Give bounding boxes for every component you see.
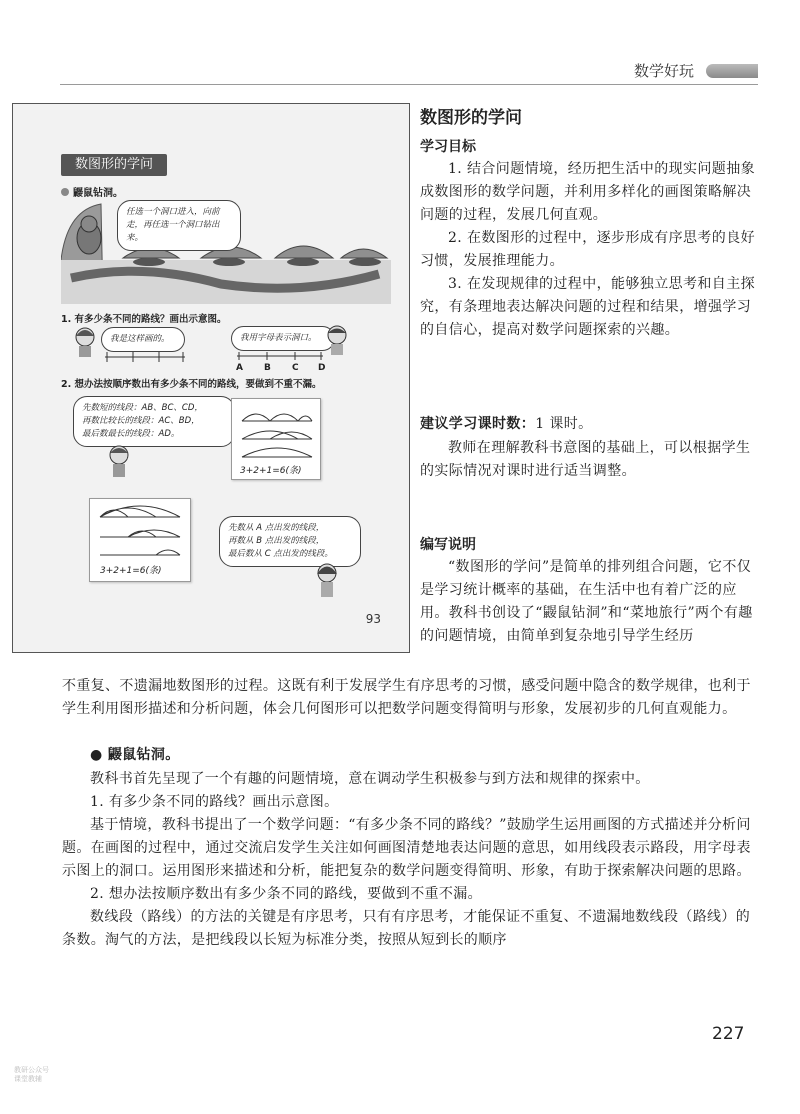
child-figure-b [323,324,351,356]
speech-c-line3: 最后数最长的线段：AD。 [82,429,180,439]
notes-heading: 编写说明 [420,537,476,553]
hours-note-block [420,437,762,483]
point-label-a: A [236,363,243,373]
bullet-heading: 鼹鼠钻洞。 [107,747,180,763]
bullet-dot-icon: ● [90,747,108,763]
child-figure-a [71,326,99,358]
point-label-d: D [318,363,326,373]
textbook-question-1: 1. 有多少条不同的路线？画出示意图。 [61,314,227,325]
hours-note: 教师在理解教科书意图的基础上，可以根据学生的实际情况对课时进行适当调整。 [420,440,751,479]
header-tab-decoration [706,64,758,78]
goal-3: 3. 在发现规律的过程中，能够独立思考和自主探究，有条理地表达解决问题的过程和结果，增强学习的自信心，提高对数学问题探索的兴趣。 [420,276,756,338]
watermark-line2: 课堂教辅 [14,1075,42,1083]
notes-p1-part2-block [62,675,762,721]
speech-d-line2: 再数从 B 点出发的线段， [228,536,325,546]
textbook-title: 数图形的学问 [61,154,167,176]
main-heading: 数图形的学问 [420,108,522,128]
point-label-c: C [292,363,299,373]
speech-bubble-d [219,516,361,567]
header-section-title: 数学好玩 [634,62,695,80]
speech-c-line2: 再数比较长的线段：AC、BD， [82,416,200,426]
paper1-formula: 3+2+1=6(条) [240,466,302,476]
para-a: 教科书首先呈现了一个有趣的问题情境，意在调动学生积极参与到方法和规律的探索中。 [90,771,650,787]
item-2: 2. 想办法按顺序数出有多少条不同的路线，要做到不重不漏。 [90,886,482,902]
segments-by-length-diagram [232,399,320,463]
watermark [14,1066,49,1084]
para-c: 数线段（路线）的方法的关键是有序思考，只有有序思考，才能保证不重复、不遗漏地数线段（路线）的条数。淘气的方法，是把线段以长短为标准分类，按照从短到长的顺序 [62,909,751,948]
speech-d-line1: 先数从 A 点出发的线段， [228,523,325,533]
speech-c-line1: 先数短的线段：AB、BC、CD， [82,403,203,413]
child-figure-d [313,562,341,598]
item-1: 1. 有多少条不同的路线？画出示意图。 [90,794,339,810]
speech-d-line3: 最后数从 C 点出发的线段。 [228,549,333,559]
hours-value: 1 课时。 [535,416,593,432]
body-block [62,768,762,952]
child-figure-c [105,444,133,478]
paper2-formula: 3+2+1=6(条) [100,566,162,576]
notes-p1-part1-block [420,556,762,648]
textbook-bullet-text: 鼹鼠钻洞。 [73,188,123,199]
watermark-line1: 教研公众号 [14,1066,49,1074]
drawing-paper-1 [231,398,321,480]
speech-bubble-c [73,396,235,447]
page-number: 227 [712,1024,745,1044]
header-rule [60,84,758,85]
textbook-bullet [61,184,123,199]
textbook-question-2: 2. 想办法按顺序数出有多少条不同的路线，要做到不重不漏。 [61,379,322,390]
notes-p1-part2: 不重复、不遗漏地数图形的过程。这既有利于发展学生有序思考的习惯，感受问题中隐含的数学规律，也利于学生利用图形描述和分析问题，体会几何图形可以把数学问题变得简明与形象，发展初步的几何直观能力。 [62,678,751,717]
goal-2: 2. 在数图形的过程中，逐步形成有序思考的良好习惯，发展推理能力。 [420,230,756,269]
speech-bubble-a: 我是这样画的。 [101,327,185,352]
intro-speech-bubble: 任选一个洞口进入，向前走，再任选一个洞口钻出来。 [117,200,241,251]
bullet-heading-line [90,744,790,767]
simple-line-diagram [105,352,185,362]
para-b: 基于情境，教科书提出了一个数学问题：“有多少条不同的路线？”鼓励学生运用画图的方式描述并分析问题。在画图的过程中，通过交流启发学生关注如何画图清楚地表达问题的意思，如用线段表示路段，用字母表示图上的洞口。运用图形来描述和分析，能把复杂的数学问题变得简明、形象，有助于探索解决问题的思路。 [62,817,751,879]
speech-bubble-b: 我用字母表示洞口。 [231,326,335,351]
drawing-paper-2 [89,498,191,582]
labeled-line-points [235,363,327,375]
hours-label: 建议学习课时数： [420,416,536,432]
hours-line [420,413,762,436]
notes-p1-part1: “数图形的学问”是简单的排列组合问题，它不仅是学习统计概率的基础，在生活中也有着广泛的应用。教科书创设了“鼹鼠钻洞”和“菜地旅行”两个有趣的问题情境，由简单到复杂地引导学生经历 [420,559,753,644]
goal-1: 1. 结合问题情境，经历把生活中的现实问题抽象成数图形的数学问题，并利用多样化的画图策略解决问题的过程，发展几何直观。 [420,161,756,223]
goals-heading: 学习目标 [420,139,476,155]
bullet-dot-icon [61,188,69,196]
point-label-b: B [264,363,271,373]
textbook-page-number: 93 [365,612,381,626]
segments-by-start-point-diagram [90,499,190,561]
goals-block [420,158,762,342]
textbook-page-image [12,103,410,653]
